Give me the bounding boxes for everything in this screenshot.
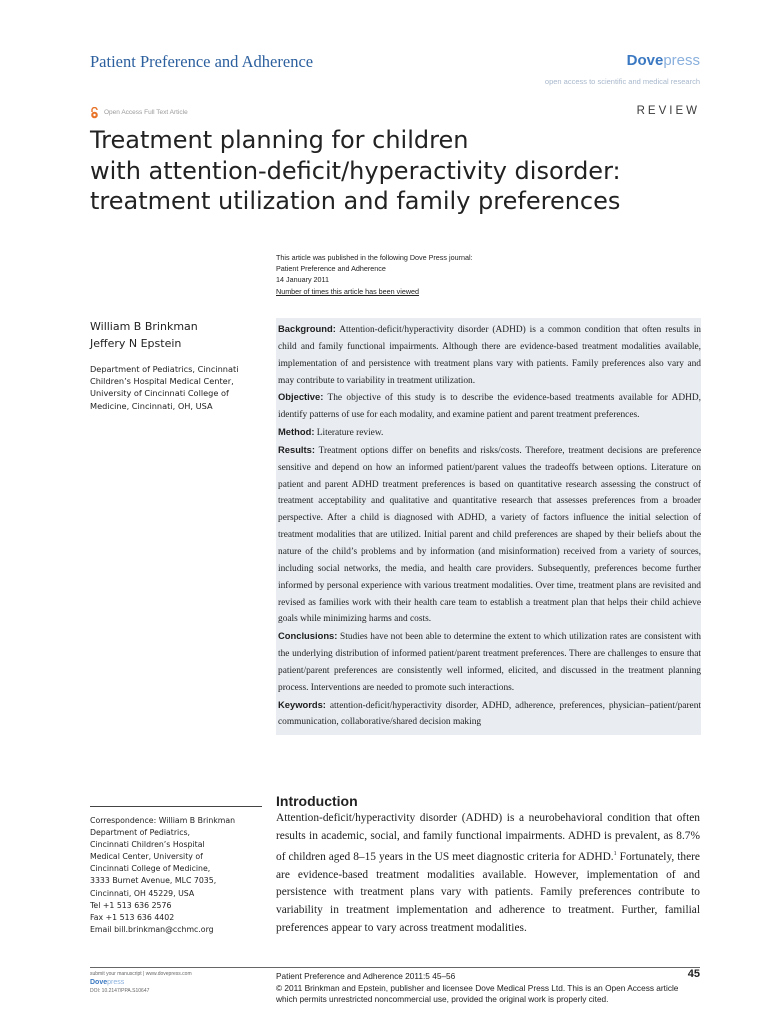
correspondence-line: 3333 Burnet Avenue, MLC 7035,	[90, 876, 217, 886]
correspondence-line: Fax +1 513 636 4402	[90, 912, 175, 922]
title-line: with attention-deficit/hyperactivity disorder:	[90, 156, 621, 185]
correspondence-divider	[90, 806, 262, 807]
author-name: William B Brinkman	[90, 320, 198, 333]
correspondence-line: Cincinnati Children’s Hospital	[90, 840, 205, 850]
open-access-label: Open Access Full Text Article	[104, 108, 188, 116]
correspondence-line: Correspondence: William B Brinkman	[90, 816, 236, 825]
reference-link[interactable]: 1	[613, 850, 617, 857]
correspondence-block	[90, 815, 270, 936]
abstract-conclusions	[278, 628, 701, 696]
abstract-label: Results:	[278, 443, 315, 455]
abstract-method	[278, 424, 701, 442]
pubinfo-line: This article was published in the following Dove Press journal:	[276, 253, 473, 262]
affiliation: Department of Pediatrics, Cincinnati Children’s Hospital Medical Center, University of Cincinnati College of Medicine, Cincinnati, OH, USA	[90, 364, 239, 411]
publication-info	[276, 252, 473, 297]
abstract-text: The objective of this study is to describe the evidence-based treatments available for ADHD, identify patterns of use for each modality, and examine patient and parent treatment preferences.	[278, 393, 701, 421]
introduction-paragraph	[276, 810, 700, 938]
article-type: REVIEW	[636, 105, 700, 117]
correspondence-line: Tel +1 513 636 2576	[90, 900, 172, 910]
correspondence-line: Department of Pediatrics,	[90, 828, 191, 838]
submit-manuscript-link[interactable]: submit your manuscript | www.dovepress.com	[90, 971, 192, 977]
open-access-lock-icon	[90, 106, 99, 118]
footer-publisher-logo[interactable]	[90, 979, 192, 988]
correspondence-line: Cincinnati, OH 45229, USA	[90, 888, 195, 898]
pubinfo-date: 14 January 2011	[276, 275, 330, 285]
abstract-background	[278, 321, 701, 389]
abstract-keywords	[278, 697, 701, 732]
intro-text: Attention-deficit/hyperactivity disorder (ADHD) is a neurobehavioral condition that often results in academic, social, and family functional impairments. ADHD is prevalent, as 8.7% of children aged 8–15 years in the US meet diagnostic criteria for ADHD.	[276, 812, 700, 863]
author-list	[90, 318, 198, 352]
abstract-results	[278, 442, 701, 628]
abstract-text: Treatment options differ on benefits and risks/costs. Therefore, treatment decisions are preference sensitive and depend on how an informed patient/parent values the tradeoffs between options. Literature on patient and parent ADHD treatment preferences is based on quantitative research assessing the construct of treatment acceptability and qualitative and quantitative research that assesses preferences from a broader perspective. After a child is diagnosed with ADHD, a variety of factors influence the initial selection of treatment modalities that are utilized. Initial parent and child preferences are shaped by their beliefs about the nature of the child’s problems and by information (and misinformation) received from a variety of sources, including social networks, the media, and health care providers. Subsequently, preferences become further informed by personal experience with various treatment modalities. Over time, treatment plans are revisited and revised as families work with their health care team to establish a treatment plan that helps their child achieve goals while minimizing harms and costs.	[278, 445, 701, 625]
copyright-text: © 2011 Brinkman and Epstein, publisher and licensee Dove Medical Press Ltd. This is an Open Access article which permits unrestricted noncommercial use, provided the original work is properly cited.	[276, 982, 679, 1004]
footer-citation	[276, 971, 700, 1006]
correspondence-line: Cincinnati College of Medicine,	[90, 864, 211, 874]
abstract-label: Method:	[278, 426, 315, 438]
abstract-label: Background:	[278, 323, 336, 334]
abstract-text: Studies have not been able to determine the extent to which utilization rates are consistent with the underlying distribution of informed patient/parent treatment preferences. There are challenges to ensure that patient/parent preferences are consistently well informed, elicited, and discussed in the treatment planning process. Interventions are needed to promote such interactions.	[278, 632, 701, 693]
page-number: 45	[687, 968, 700, 980]
abstract	[276, 318, 701, 735]
author-name: Jeffery N Epstein	[90, 337, 182, 350]
open-access-badge	[90, 106, 188, 118]
publisher-logo-light: press	[663, 52, 700, 69]
publisher-logo[interactable]	[627, 52, 700, 69]
footer-divider	[90, 967, 700, 968]
view-count-link[interactable]: Number of times this article has been viewed	[276, 286, 420, 296]
abstract-label: Keywords:	[278, 698, 326, 710]
publisher-logo-bold: Dove	[626, 52, 664, 69]
footer-left	[90, 970, 192, 996]
abstract-text: Attention-deficit/hyperactivity disorder (ADHD) is a common condition that often results in child and family functional impairments. Although there are evidence-based treatment modalities available, implementation of and persistence with treatment plans vary with patients. Family preferences also vary and may contribute to variability in treatment utilization.	[278, 325, 701, 386]
abstract-label: Objective:	[278, 391, 324, 403]
title-line: Treatment planning for children	[90, 126, 469, 154]
citation-text: Patient Preference and Adherence 2011:5 45–56	[276, 971, 456, 981]
correspondence-email[interactable]: Email bill.brinkman@cchmc.org	[90, 924, 214, 934]
pubinfo-journal: Patient Preference and Adherence	[276, 264, 386, 274]
title-line: treatment utilization and family preferences	[90, 187, 621, 215]
abstract-objective	[278, 389, 701, 424]
article-title	[90, 125, 700, 217]
publisher-tagline: open access to scientific and medical research	[544, 77, 700, 86]
journal-name[interactable]: Patient Preference and Adherence	[90, 52, 314, 71]
abstract-text: Literature review.	[314, 428, 384, 439]
doi[interactable]: DOI: 10.2147/PPA.S10647	[90, 988, 150, 994]
abstract-text: attention-deficit/hyperactivity disorder, ADHD, adherence, preferences, physician–patient/parent communication, collaborative/shared decision making	[278, 700, 701, 728]
intro-text: Fortunately, there are evidence-based treatment modalities available. However, implementation of and persistence with treatment plans vary with patients. Family preferences contribute to variability in treatment implementation and adherence to treatment. Further, familial preferences appear to vary across treatment modalities.	[276, 850, 700, 935]
section-heading-introduction: Introduction	[276, 793, 358, 809]
footer-logo-light: press	[107, 978, 125, 986]
footer-logo-bold: Dove	[90, 978, 108, 986]
correspondence-line: Medical Center, University of	[90, 852, 203, 862]
abstract-label: Conclusions:	[278, 630, 338, 642]
